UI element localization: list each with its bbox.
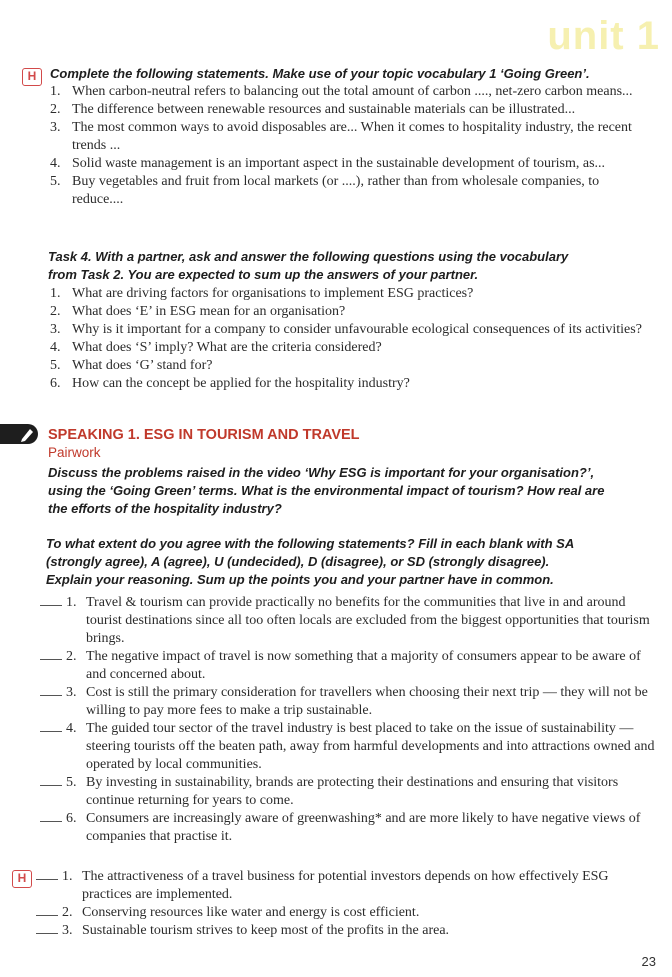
- statement-item: 2. Conserving resources like water and energy is cost efficient.: [36, 904, 660, 922]
- statement-item: 4. The guided tour sector of the travel industry is best placed to take on the issue of sustainability — steering tourists off the beaten path, away from harmful developments and into attractions owned and operated by local communities.: [40, 720, 660, 774]
- statement-item: 1. The attractiveness of a travel business for potential investors depends on how effectively ESG practices are implemented.: [36, 868, 660, 904]
- statement-item: 6. Consumers are increasingly aware of greenwashing* and are more likely to have negative views of companies that practise it.: [40, 810, 660, 846]
- answer-blank[interactable]: [36, 904, 58, 916]
- list-item: 6. How can the concept be applied for the hospitality industry?: [50, 376, 410, 391]
- homework-icon: H: [22, 68, 42, 86]
- pairwork-label: Pairwork: [48, 445, 101, 460]
- statement-item: 5. By investing in sustainability, brands are protecting their destinations and ensuring that visitors continue returning for years to come.: [40, 774, 660, 810]
- pencil-icon: [0, 424, 38, 444]
- list-item: 3. The most common ways to avoid disposables are... When it comes to hospitality industry, the recent trends ...: [50, 120, 632, 153]
- list-item: 5. What does ‘G’ stand for?: [50, 358, 213, 373]
- agreement-instruction: To what extent do you agree with the following statements? Fill in each blank with SA (strongly agree), A (agree), U (undecided), D (disagree), or SD (strongly disagree). Explain your reasoning. Sum up the points you and your partner have in common.: [46, 536, 575, 587]
- speaking-prompt: Discuss the problems raised in the video ‘Why ESG is important for your organisation?’, using the ‘Going Green’ terms. What is the environmental impact of tourism? How real are the efforts of the hospitality industry?: [48, 465, 605, 516]
- section1-list: [50, 83, 650, 209]
- statement-item: 2. The negative impact of travel is now something that a majority of consumers appear to be aware of and concerned about.: [40, 648, 660, 684]
- statement-item: 1. Travel & tourism can provide practically no benefits for the communities that live in and around tourist destinations since all too often locals are excluded from the biggest opportunities that tourism brings.: [40, 594, 660, 648]
- answer-blank[interactable]: [40, 684, 62, 696]
- answer-blank[interactable]: [40, 648, 62, 660]
- statement-item: 3. Sustainable tourism strives to keep most of the profits in the area.: [36, 922, 660, 940]
- task4-list: [50, 285, 650, 393]
- task4-instruction: Task 4. With a partner, ask and answer the following questions using the vocabulary from Task 2. You are expected to sum up the answers of your partner.: [48, 249, 569, 282]
- answer-blank[interactable]: [40, 774, 62, 786]
- list-item: 1. What are driving factors for organisations to implement ESG practices?: [50, 286, 474, 301]
- list-item: 4. Solid waste management is an important aspect in the sustainable development of tourism, as...: [50, 156, 606, 171]
- list-item: 1. When carbon-neutral refers to balancing out the total amount of carbon ...., net-zero carbon means...: [50, 84, 633, 99]
- list-item: 2. The difference between renewable resources and sustainable materials can be illustrated...: [50, 102, 576, 117]
- answer-blank[interactable]: [40, 720, 62, 732]
- statement-item: 3. Cost is still the primary consideration for travellers when choosing their next trip — they will not be willing to pay more fees to make a trip sustainable.: [40, 684, 660, 720]
- list-item: 3. Why is it important for a company to consider unfavourable ecological consequences of its activities?: [50, 322, 642, 337]
- statements-list: [40, 594, 660, 846]
- list-item: 2. What does ‘E’ in ESG mean for an organisation?: [50, 304, 346, 319]
- unit-label: unit 1: [547, 14, 660, 58]
- homework-icon: H: [12, 870, 32, 888]
- page-number: 23: [641, 954, 656, 969]
- list-item: 4. What does ‘S’ imply? What are the criteria considered?: [50, 340, 382, 355]
- answer-blank[interactable]: [40, 594, 62, 606]
- section1-instruction: Complete the following statements. Make use of your topic vocabulary 1 ‘Going Green’.: [50, 66, 590, 81]
- list-item: 5. Buy vegetables and fruit from local markets (or ....), rather than from wholesale companies, to reduce....: [50, 174, 600, 207]
- extra-statements-list: [36, 868, 660, 940]
- speaking-title: SPEAKING 1. ESG IN TOURISM AND TRAVEL: [48, 427, 360, 443]
- answer-blank[interactable]: [40, 810, 62, 822]
- answer-blank[interactable]: [36, 922, 58, 934]
- answer-blank[interactable]: [36, 868, 58, 880]
